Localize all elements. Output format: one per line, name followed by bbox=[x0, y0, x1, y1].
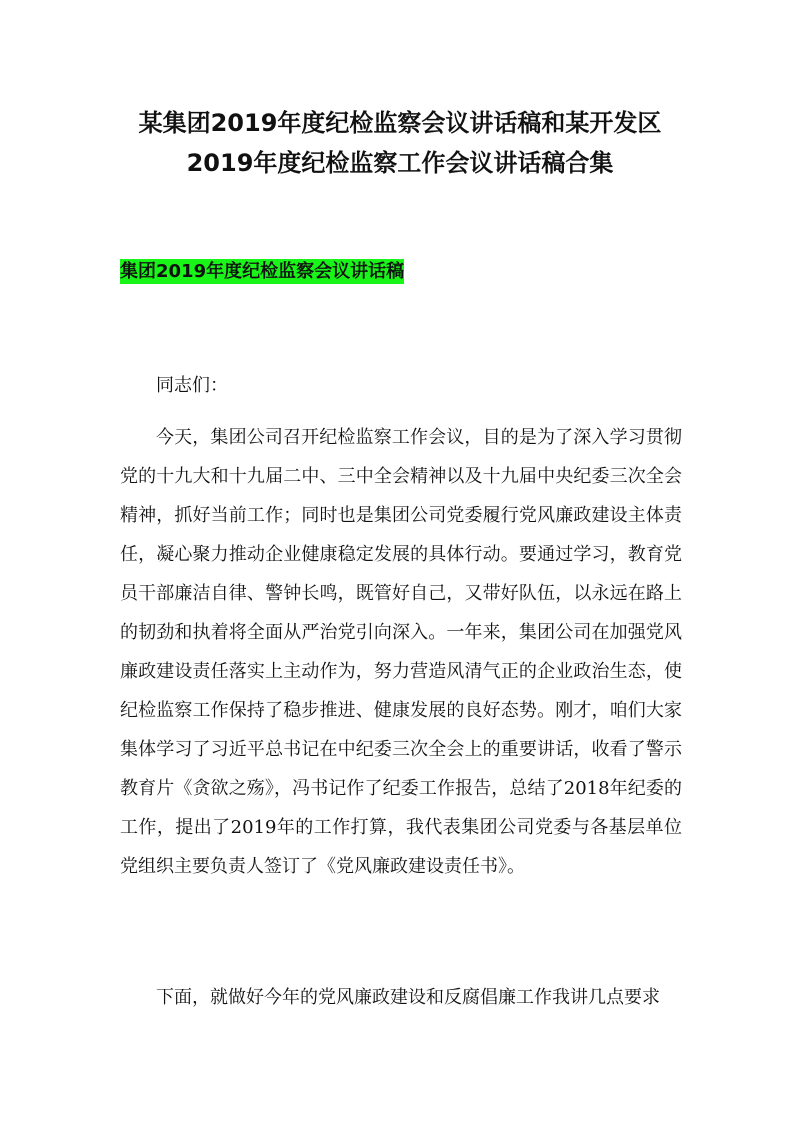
body-paragraph-1: 今天，集团公司召开纪检监察工作会议，目的是为了深入学习贯彻党的十九大和十九届二中、三中全会精神以及十九届中央纪委三次全会精神，抓好当前工作；同时也是集团公司党委履行党风廉政建设主体责任，凝心聚力推动企业健康稳定发展的具体行动。要通过学习，教育党员干部廉洁自律、警钟长鸣，既管好自己，又带好队伍，以永远在路上的韧劲和执着将全面从严治党引向深入。一年来，集团公司在加强党风廉政建设责任落实上主动作为，努力营造风清气正的企业政治生态，使纪检监察工作保持了稳步推进、健康发展的良好态势。刚才，咱们大家集体学习了习近平总书记在中纪委三次全会上的重要讲话，收看了警示教育片《贪欲之殇》，冯书记作了纪委工作报告，总结了2018年纪委的工作，提出了2019年的工作打算，我代表集团公司党委与各基层单位党组织主要负责人签订了《党风廉政建设责任书》。 bbox=[120, 427, 682, 877]
greeting-paragraph: 同志们： bbox=[156, 375, 228, 396]
highlighted-heading-text: 集团2019年度纪检监察会议讲话稿 bbox=[120, 261, 405, 282]
document-title-line-1: 某集团2019年度纪检监察会议讲话稿和某开发区 bbox=[138, 109, 662, 137]
document-title-line-2: 2019年度纪检监察工作会议讲话稿合集 bbox=[186, 149, 614, 177]
body-paragraph-2: 下面，就做好今年的党风廉政建设和反腐倡廉工作我讲几点要求 bbox=[156, 987, 660, 1008]
section-heading bbox=[120, 258, 404, 286]
